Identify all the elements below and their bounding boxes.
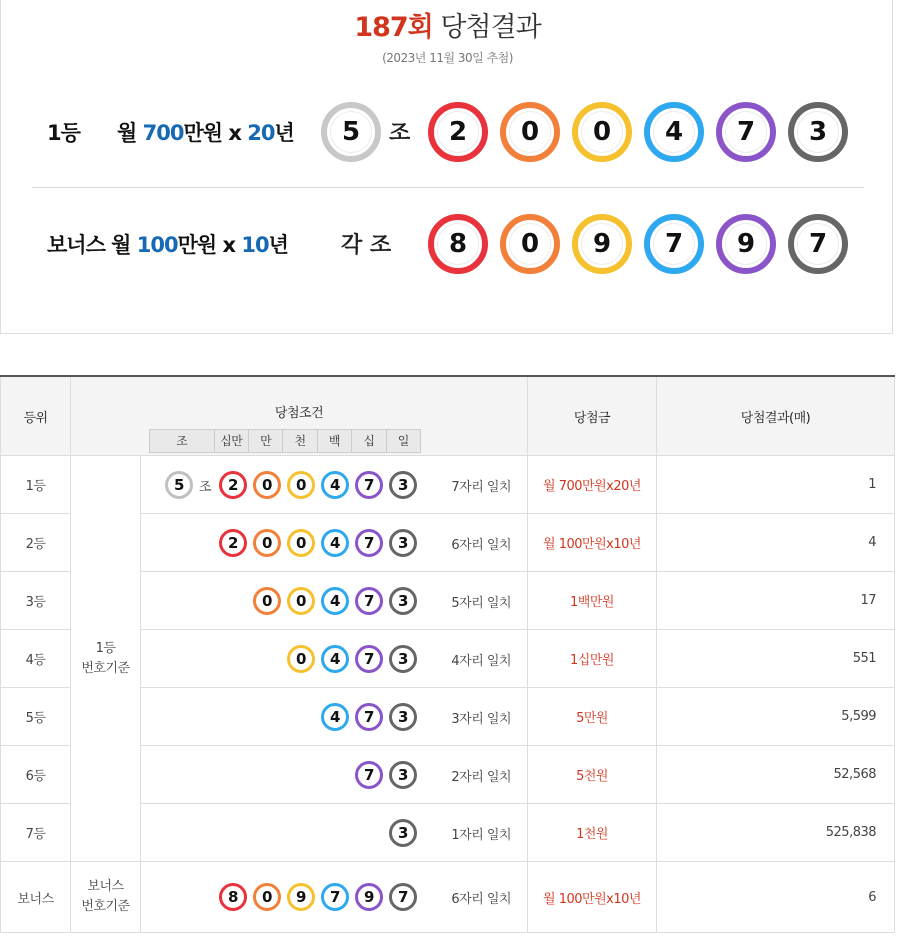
winner-count: 525,838 bbox=[657, 804, 895, 862]
header-condition: 당첨조건 조 십만 만 천 백 십 일 bbox=[71, 376, 528, 456]
match-text: 7자리 일치 bbox=[451, 479, 512, 495]
digit-ball: 8 bbox=[219, 883, 247, 911]
header-amount: 당첨금 bbox=[528, 376, 657, 456]
digit-ball: 2 bbox=[219, 471, 247, 499]
first-digit-ball: 3 bbox=[788, 102, 848, 162]
match-text: 6자리 일치 bbox=[451, 537, 512, 553]
bonus-prize-line: 보너스 월 100만원 x 10년 bbox=[47, 233, 288, 257]
digit-ball: 3 bbox=[389, 819, 417, 847]
digit-ball: 9 bbox=[287, 883, 315, 911]
first-digit-ball: 0 bbox=[500, 102, 560, 162]
draw-date: (2023년 11월 30일 추첨) bbox=[382, 51, 513, 65]
first-prize-rank: 1등 bbox=[47, 121, 80, 145]
position-label: 만 bbox=[248, 430, 282, 452]
row-rank: 6등 bbox=[1, 746, 71, 804]
winner-count: 551 bbox=[657, 630, 895, 688]
basis-main: 1등 번호기준 bbox=[71, 456, 141, 862]
divider bbox=[32, 187, 864, 188]
digit-ball: 3 bbox=[389, 645, 417, 673]
winner-count: 6 bbox=[657, 862, 895, 933]
position-label: 백 bbox=[317, 430, 351, 452]
bonus-group-label: 각 조 bbox=[341, 233, 392, 258]
bonus-digit-ball: 9 bbox=[716, 214, 776, 274]
group-label: 조 bbox=[199, 479, 212, 495]
digit-ball: 3 bbox=[389, 471, 417, 499]
bonus-digit-ball: 7 bbox=[644, 214, 704, 274]
header-rank: 등위 bbox=[1, 376, 71, 456]
digit-ball: 2 bbox=[219, 529, 247, 557]
row-rank: 4등 bbox=[1, 630, 71, 688]
digit-ball: 4 bbox=[321, 471, 349, 499]
row-rank: 보너스 bbox=[1, 862, 71, 933]
digit-ball: 7 bbox=[355, 645, 383, 673]
first-group-label: 조 bbox=[389, 121, 411, 146]
digit-ball: 7 bbox=[355, 587, 383, 615]
match-text: 4자리 일치 bbox=[451, 653, 512, 669]
first-digit-ball: 4 bbox=[644, 102, 704, 162]
match-cell bbox=[141, 456, 528, 514]
digit-ball: 7 bbox=[355, 703, 383, 731]
summary-panel bbox=[0, 0, 893, 334]
match-cell bbox=[141, 804, 528, 862]
row-rank: 5등 bbox=[1, 688, 71, 746]
table-row bbox=[1, 456, 895, 514]
title-text: 당첨결과 bbox=[432, 12, 541, 43]
digit-ball: 4 bbox=[321, 703, 349, 731]
match-text: 5자리 일치 bbox=[451, 595, 512, 611]
bonus-digit-ball: 8 bbox=[428, 214, 488, 274]
digit-ball: 0 bbox=[287, 471, 315, 499]
winner-count: 52,568 bbox=[657, 746, 895, 804]
row-rank: 3등 bbox=[1, 572, 71, 630]
digit-ball: 3 bbox=[389, 587, 417, 615]
digit-ball: 3 bbox=[389, 529, 417, 557]
match-text: 2자리 일치 bbox=[451, 769, 512, 785]
bonus-digit-ball: 9 bbox=[572, 214, 632, 274]
position-bar bbox=[149, 429, 421, 453]
digit-ball: 7 bbox=[321, 883, 349, 911]
match-cell bbox=[141, 514, 528, 572]
match-cell bbox=[141, 862, 528, 933]
prize-amount: 월 100만원x10년 bbox=[528, 862, 657, 933]
digit-ball: 5 bbox=[165, 471, 193, 499]
match-cell bbox=[141, 688, 528, 746]
bonus-digit-ball: 0 bbox=[500, 214, 560, 274]
prize-amount: 5만원 bbox=[528, 688, 657, 746]
first-digit-ball: 7 bbox=[716, 102, 776, 162]
digit-ball: 7 bbox=[355, 529, 383, 557]
match-cell bbox=[141, 572, 528, 630]
header-result: 당첨결과(매) bbox=[657, 376, 895, 456]
prize-amount: 월 100만원x10년 bbox=[528, 514, 657, 572]
position-label: 천 bbox=[282, 430, 316, 452]
match-text: 3자리 일치 bbox=[451, 711, 512, 727]
row-rank: 2등 bbox=[1, 514, 71, 572]
digit-ball: 3 bbox=[389, 703, 417, 731]
match-text: 1자리 일치 bbox=[451, 827, 512, 843]
first-digit-ball: 2 bbox=[428, 102, 488, 162]
first-prize-amount: 월 700만원 x 20년 bbox=[117, 121, 294, 145]
match-cell bbox=[141, 630, 528, 688]
winner-count: 17 bbox=[657, 572, 895, 630]
digit-ball: 3 bbox=[389, 761, 417, 789]
results-table bbox=[0, 375, 895, 933]
position-label: 십 bbox=[351, 430, 385, 452]
digit-ball: 9 bbox=[355, 883, 383, 911]
results-table-wrap bbox=[0, 375, 894, 933]
position-label: 십만 bbox=[214, 430, 248, 452]
digit-ball: 0 bbox=[253, 529, 281, 557]
winner-count: 4 bbox=[657, 514, 895, 572]
digit-ball: 7 bbox=[355, 761, 383, 789]
basis-bonus: 보너스 번호기준 bbox=[71, 862, 141, 933]
page-title bbox=[1, 5, 894, 44]
position-label: 일 bbox=[386, 430, 420, 452]
prize-amount: 1천원 bbox=[528, 804, 657, 862]
row-rank: 7등 bbox=[1, 804, 71, 862]
prize-amount: 월 700만원x20년 bbox=[528, 456, 657, 514]
digit-ball: 4 bbox=[321, 587, 349, 615]
digit-ball: 7 bbox=[355, 471, 383, 499]
digit-ball: 0 bbox=[253, 587, 281, 615]
prize-amount: 5천원 bbox=[528, 746, 657, 804]
digit-ball: 0 bbox=[287, 529, 315, 557]
winner-count: 5,599 bbox=[657, 688, 895, 746]
digit-ball: 0 bbox=[253, 883, 281, 911]
digit-ball: 0 bbox=[253, 471, 281, 499]
row-rank: 1등 bbox=[1, 456, 71, 514]
first-digit-ball: 0 bbox=[572, 102, 632, 162]
digit-ball: 4 bbox=[321, 645, 349, 673]
bonus-digit-ball: 7 bbox=[788, 214, 848, 274]
prize-amount: 1십만원 bbox=[528, 630, 657, 688]
first-group-ball: 5 bbox=[321, 102, 381, 162]
digit-ball: 0 bbox=[287, 587, 315, 615]
position-label: 조 bbox=[176, 434, 188, 448]
match-text: 6자리 일치 bbox=[451, 892, 512, 907]
winner-count: 1 bbox=[657, 456, 895, 514]
match-cell bbox=[141, 746, 528, 804]
table-row bbox=[1, 862, 895, 933]
digit-ball: 4 bbox=[321, 529, 349, 557]
digit-ball: 7 bbox=[389, 883, 417, 911]
prize-amount: 1백만원 bbox=[528, 572, 657, 630]
round-number: 187회 bbox=[354, 12, 433, 43]
digit-ball: 0 bbox=[287, 645, 315, 673]
